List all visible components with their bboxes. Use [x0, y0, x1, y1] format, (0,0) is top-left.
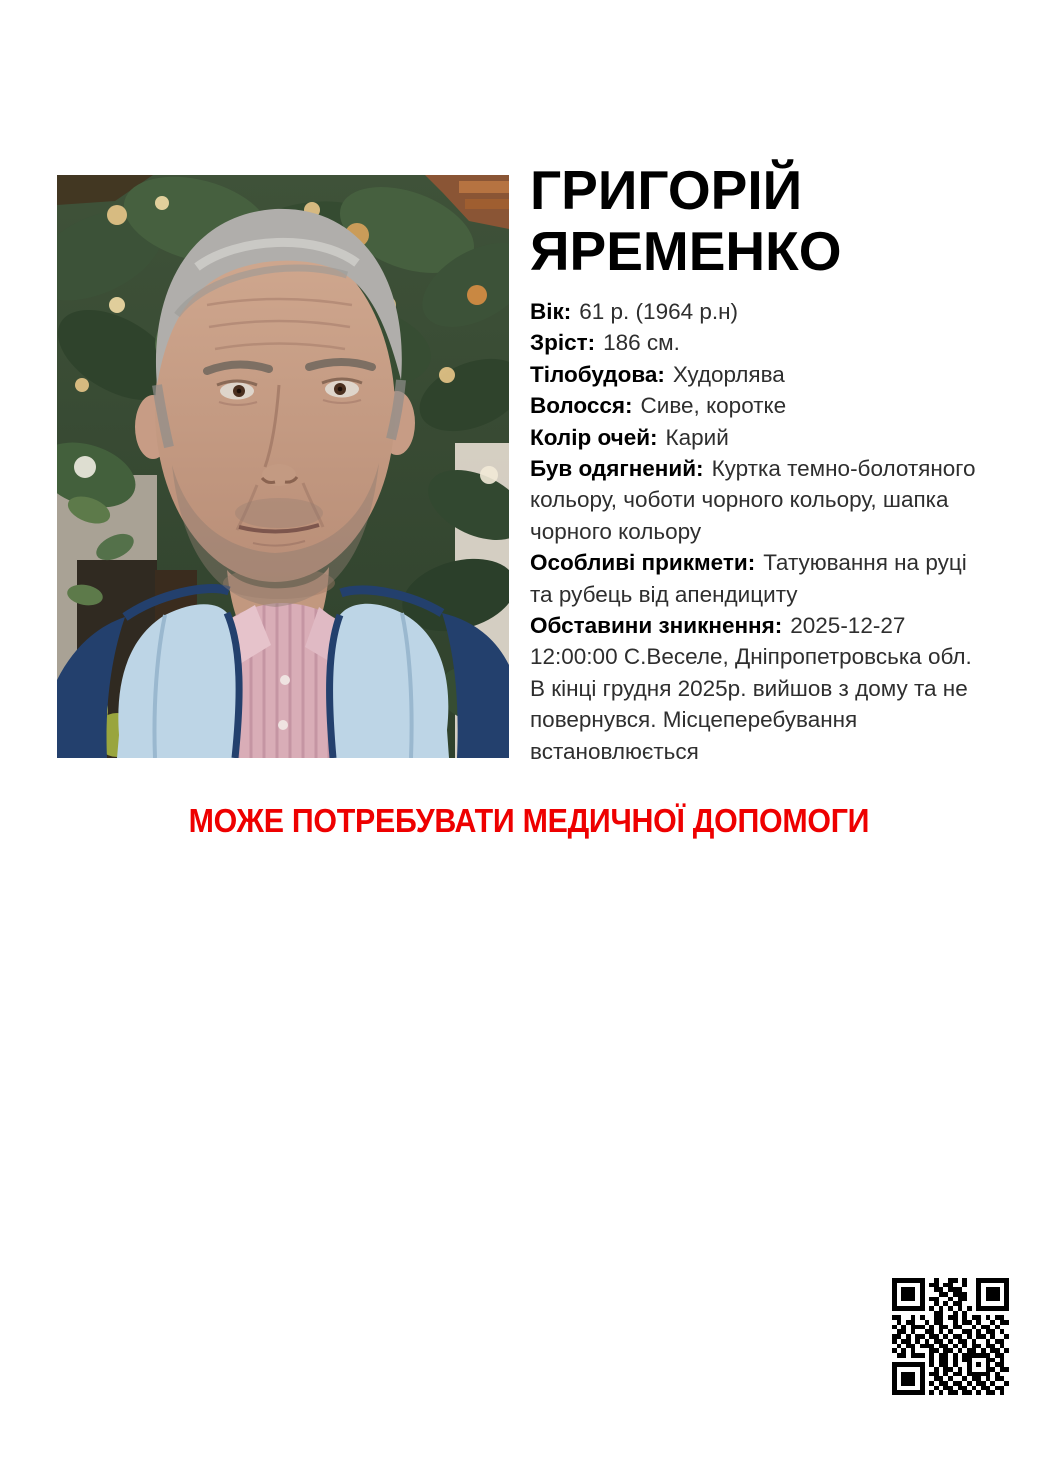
field-clothing-label: Був одягнений: — [530, 456, 704, 482]
field-marks-label: Особливі прикмети: — [530, 550, 756, 576]
field-eyes-label: Колір очей: — [530, 424, 658, 450]
field-build-label: Тілобудова: — [530, 361, 665, 387]
field-height-value: 186 см. — [603, 330, 680, 356]
field-circumstances — [530, 610, 992, 767]
field-eyes — [530, 422, 992, 453]
medical-alert-text: МОЖЕ ПОТРЕБУВАТИ МЕДИЧНОЇ ДОПОМОГИ — [188, 802, 869, 839]
qr-code-icon — [892, 1278, 1009, 1395]
field-marks — [530, 547, 992, 610]
field-build-value: Худорлява — [672, 361, 785, 387]
field-hair — [530, 390, 992, 421]
missing-person-photo — [57, 175, 509, 758]
field-clothing — [530, 453, 992, 547]
field-height-label: Зріст: — [530, 330, 596, 356]
field-clothing-value: Куртка темно-болотяного кольору, чоботи чорного кольору, шапка чорного кольору — [530, 456, 976, 544]
field-age — [530, 296, 992, 327]
photo-illustration — [57, 175, 509, 758]
field-circumstances-value: 2025-12-27 12:00:00 С.Веселе, Дніпропетровська обл. В кінці грудня 2025р. вийшов з дому та не повернувся. Місцеперебування встановлюється — [530, 613, 972, 764]
field-build — [530, 359, 992, 390]
field-eyes-value: Карий — [665, 424, 729, 450]
field-age-value: 61 р. (1964 р.н) — [579, 299, 739, 324]
field-circumstances-label: Обставини зникнення: — [530, 613, 783, 639]
field-age-label: Вік: — [530, 299, 572, 324]
field-marks-value: Татуювання на руці та рубець від апендициту — [530, 550, 967, 607]
person-details — [530, 296, 992, 767]
field-height — [530, 327, 992, 358]
field-hair-value: Сиве, коротке — [640, 393, 787, 419]
field-hair-label: Волосся: — [530, 393, 633, 419]
person-name: ГРИГОРІЙ ЯРЕМЕНКО — [530, 159, 842, 282]
medical-alert — [0, 803, 1057, 839]
